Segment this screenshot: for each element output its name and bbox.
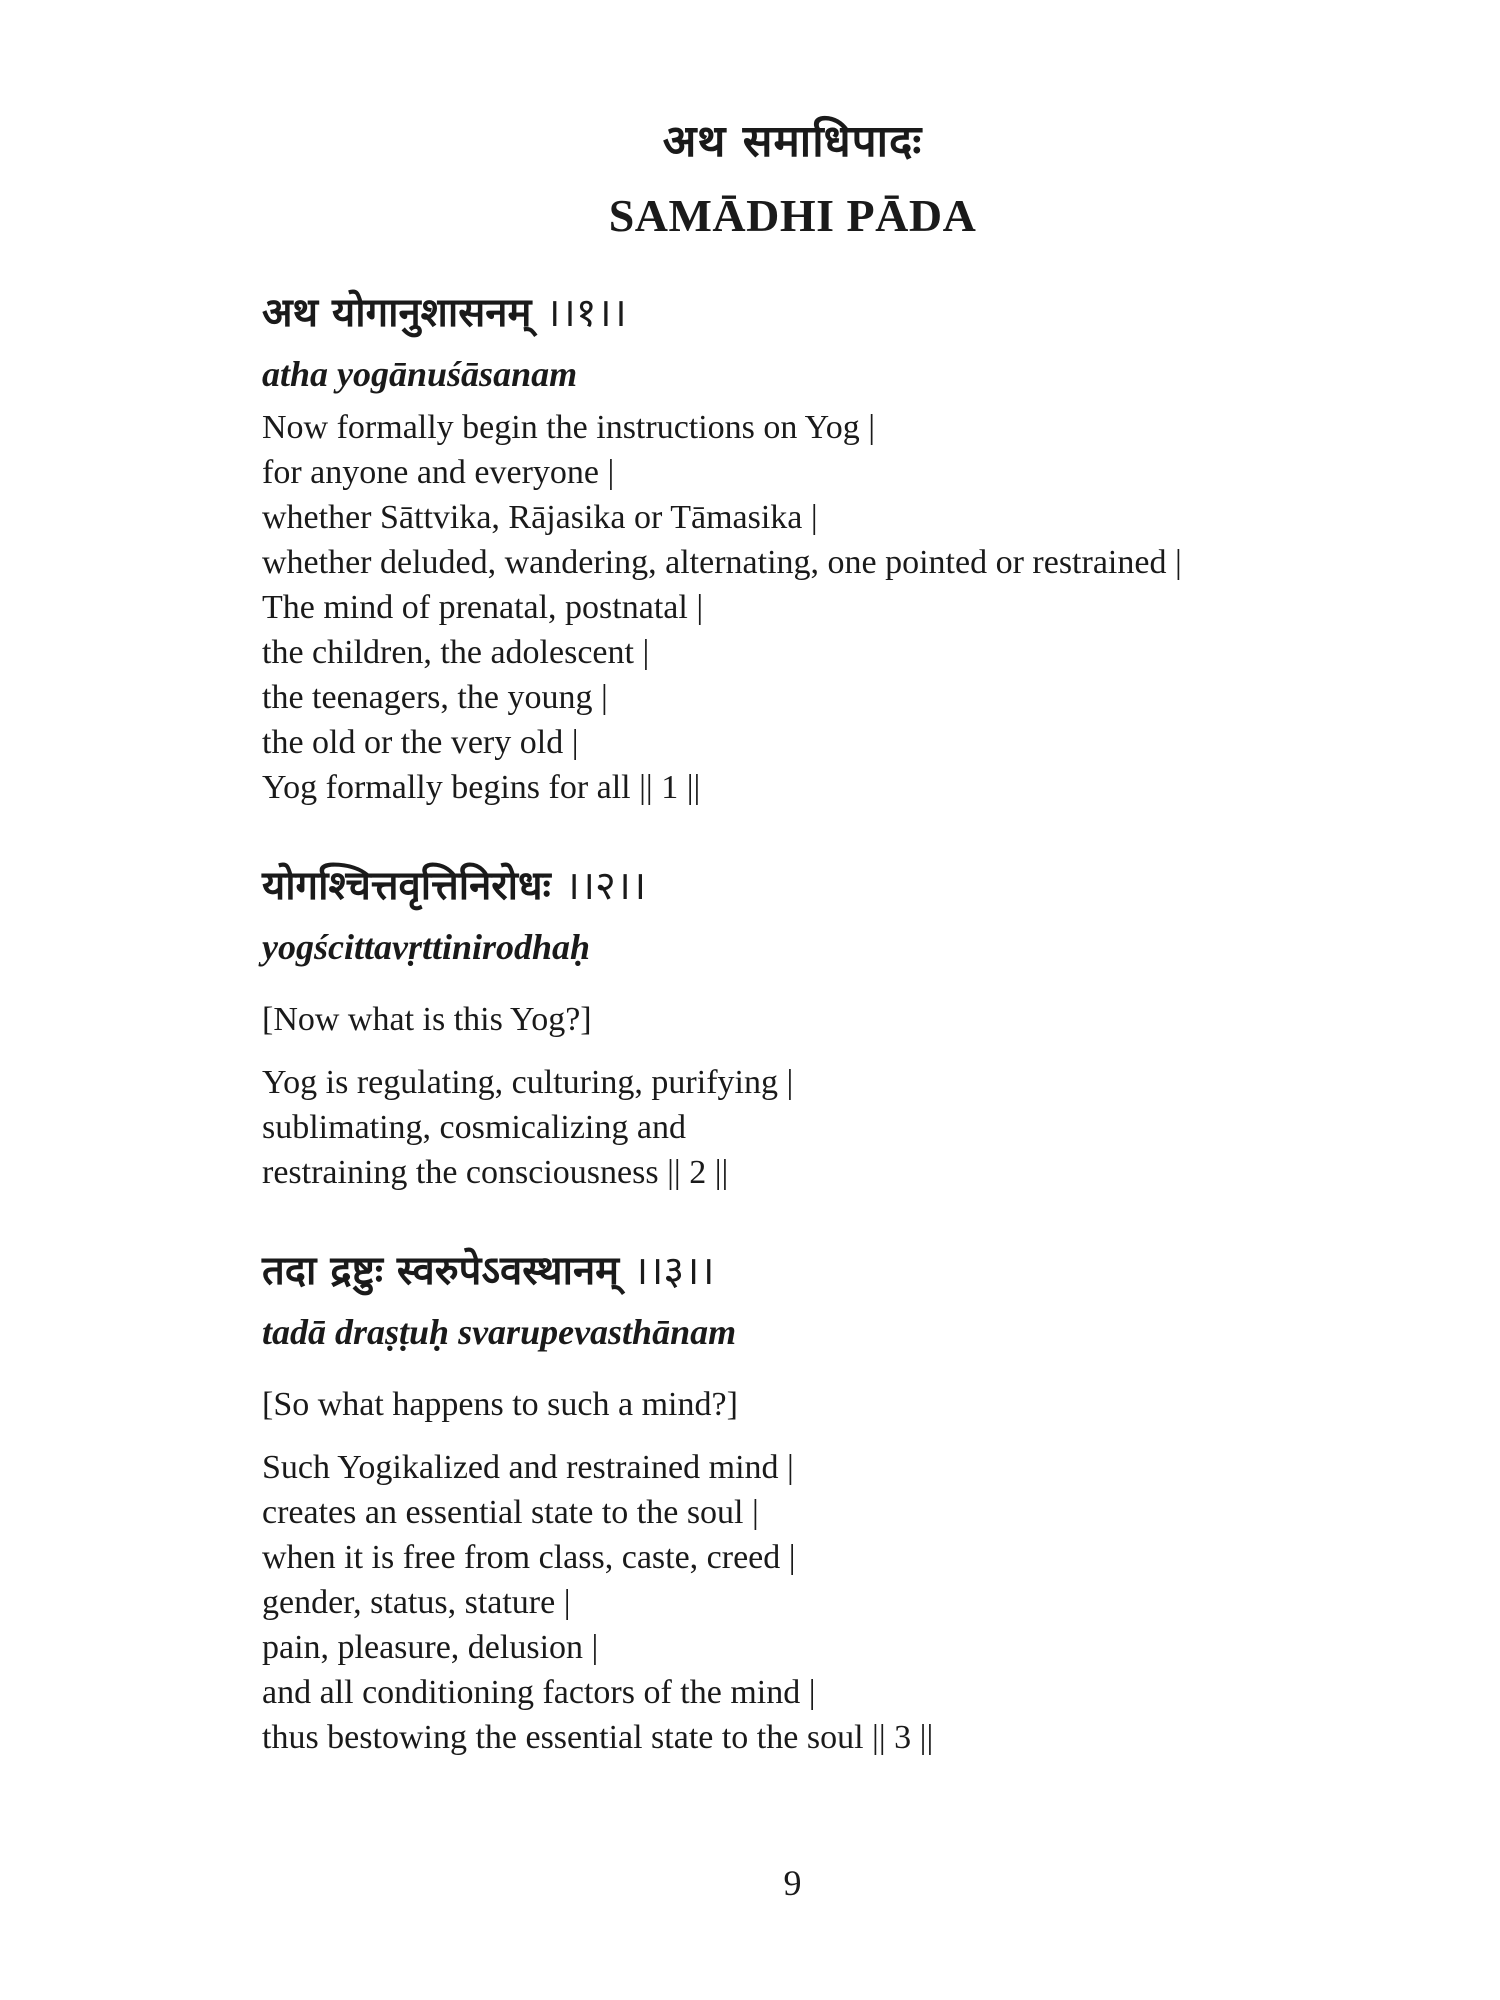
chapter-header	[0, 112, 1500, 246]
translation-line: thus bestowing the essential state to the soul || 3 ||	[262, 1719, 934, 1756]
translation-line: the old or the very old |	[262, 724, 579, 761]
translation-line: gender, status, stature |	[262, 1584, 571, 1621]
verse-sanskrit-text: अथ योगानुशासनम्	[262, 290, 532, 336]
verse-transliteration: yogścittavṛttinirodhaḥ	[262, 927, 591, 967]
sanskrit-chapter-title: अथ समाधिपादः	[662, 116, 923, 167]
translation-line: the children, the adolescent |	[262, 634, 650, 671]
verse-translation	[262, 1445, 1362, 1760]
verse-devanagari	[262, 858, 1362, 914]
translation-line: Yog is regulating, culturing, purifying |	[262, 1064, 794, 1101]
translation-line: for anyone and everyone |	[262, 454, 615, 491]
translation-line: Now formally begin the instructions on Yog |	[262, 409, 876, 446]
verse-sanskrit-text: तदा द्रष्टुः स्वरुपेऽवस्थानम्	[262, 1248, 620, 1294]
verse-sanskrit-text: योगश्चित्तवृत्तिनिरोधः	[262, 863, 551, 909]
verse-translation	[262, 1060, 1362, 1195]
translation-line: Yog formally begins for all || 1 ||	[262, 769, 701, 806]
translation-line: whether deluded, wandering, alternating, one pointed or restrained |	[262, 544, 1182, 581]
translation-line: whether Sāttvika, Rājasika or Tāmasika |	[262, 499, 818, 536]
verse-devanagari	[262, 285, 1362, 341]
verse-question: [So what happens to such a mind?]	[262, 1386, 738, 1423]
translation-line: creates an essential state to the soul |	[262, 1494, 759, 1531]
verse-translation	[262, 405, 1362, 810]
verse-3	[262, 1243, 1362, 1760]
verse-transliteration: tadā draṣṭuḥ svarupevasthānam	[262, 1312, 737, 1352]
verse-2	[262, 858, 1362, 1195]
verse-question: [Now what is this Yog?]	[262, 1001, 592, 1038]
chapter-title: SAMĀDHI PĀDA	[608, 190, 977, 241]
translation-line: sublimating, cosmicalizing and	[262, 1109, 686, 1146]
verse-devanagari	[262, 1243, 1362, 1299]
translation-line: and all conditioning factors of the mind |	[262, 1674, 816, 1711]
translation-line: Such Yogikalized and restrained mind |	[262, 1449, 794, 1486]
translation-line: The mind of prenatal, postnatal |	[262, 589, 704, 626]
verse-number-marker: ।।१।।	[545, 290, 627, 336]
translation-line: when it is free from class, caste, creed |	[262, 1539, 796, 1576]
page-number: 9	[783, 1863, 802, 1903]
translation-line: restraining the consciousness || 2 ||	[262, 1154, 729, 1191]
translation-line: pain, pleasure, delusion |	[262, 1629, 599, 1666]
verse-number-marker: ।।२।।	[564, 863, 647, 909]
verse-transliteration: atha yogānuśāsanam	[262, 354, 578, 394]
verse-1	[262, 285, 1362, 810]
verse-number-marker: ।।३।।	[633, 1248, 715, 1294]
translation-line: the teenagers, the young |	[262, 679, 608, 716]
